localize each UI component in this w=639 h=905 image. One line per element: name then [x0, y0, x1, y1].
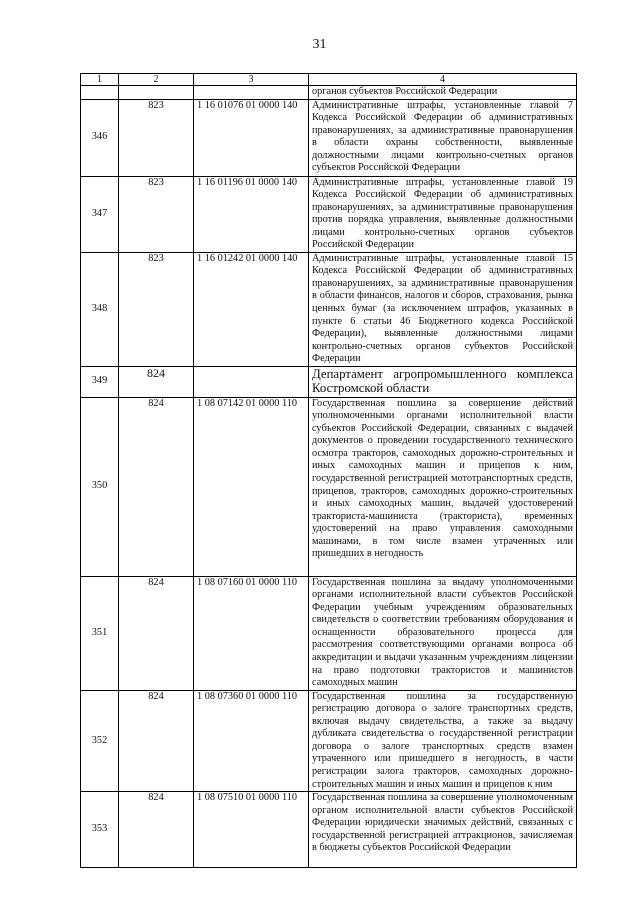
header-col-1: 1: [81, 74, 119, 86]
table-row: [81, 252, 577, 366]
budget-classification-code: 1 08 07360 01 0000 110: [194, 690, 309, 791]
admin-code: 823: [119, 99, 194, 176]
revenue-description: Государственная пошлина за совершение действий уполномоченными органами исполнительной власти субъектов Российской Федерации, связанных с выдачей документов о проведении государственного технического осмотра тракторов, самоходных дорожно-строительных и иных самоходных машин и прицепов к ним, государственной регистрацией мототранспортных средств, прицепов, тракторов, самоходных дорожно-строительных и иных самоходных машин, выдачей удостоверений тракториста-машиниста (тракториста), временных удостоверений на право управления самоходными машинами, в том числе взамен утраченных или пришедших в негодность: [309, 397, 577, 576]
revenue-description: Государственная пошлина за государственную регистрацию договора о залоге транспортных средств, включая выдачу свидетельства, а также за выдачу дубликата свидетельства о государственной регистрации договора о залоге транспортных средств взамен утраченного или пришедшего в негодность, в части регистрации залога тракторов, самоходных дорожно-строительных машин и иных машин и прицепов к ним: [309, 690, 577, 791]
table-row: [81, 99, 577, 176]
header-col-3: 3: [194, 74, 309, 86]
revenue-description: Административные штрафы, установленные главой 19 Кодекса Российской Федерации об административных правонарушениях, за административные правонарушения против порядка управления, выявленные должностными лицами контрольно-счетных органов субъектов Российской Федерации: [309, 176, 577, 252]
budget-revenue-table: [80, 73, 577, 868]
header-row: [81, 74, 577, 86]
table-row: [81, 690, 577, 791]
row-number: 348: [81, 252, 119, 366]
row-number: 350: [81, 397, 119, 576]
page-number: 31: [312, 37, 327, 52]
row-number: 353: [81, 792, 119, 868]
budget-classification-code: 1 16 01076 01 0000 140: [194, 99, 309, 176]
revenue-description: Государственная пошлина за совершение уполномоченным органом исполнительной власти субъектов Российской Федерации юридически значимых действий, связанных с государственной регистрацией аттракционов, зачисляемая в бюджеты субъектов Российской Федерации: [309, 792, 577, 868]
admin-code: 824: [119, 397, 194, 576]
revenue-description: Департамент агропромышленного комплекса Костромской области: [309, 366, 577, 397]
admin-code: 823: [119, 176, 194, 252]
budget-classification-code: 1 16 01196 01 0000 140: [194, 176, 309, 252]
revenue-description: Административные штрафы, установленные главой 15 Кодекса Российской Федерации об административных правонарушениях, за административные правонарушения в области финансов, налогов и сборов, страхования, рынка ценных бумаг (за исключением штрафов, указанных в пункте 6 статьи 46 Бюджетного кодекса Российской Федерации), выявленные должностными лицами контрольно-счетных органов субъектов Российской Федерации: [309, 252, 577, 366]
admin-code: 824: [119, 792, 194, 868]
table-row: [81, 792, 577, 868]
table-row: [81, 176, 577, 252]
admin-code: 823: [119, 252, 194, 366]
table-row: [81, 397, 577, 576]
row-number: 347: [81, 176, 119, 252]
admin-code: 824: [119, 366, 194, 397]
budget-classification-code: 1 16 01242 01 0000 140: [194, 252, 309, 366]
row-number: 352: [81, 690, 119, 791]
header-col-2: 2: [119, 74, 194, 86]
table-row: [81, 366, 577, 397]
budget-classification-code: 1 08 07142 01 0000 110: [194, 397, 309, 576]
budget-classification-code: [194, 366, 309, 397]
revenue-description: Государственная пошлина за выдачу уполномоченными органами исполнительной власти субъектов Российской Федерации учебным учреждениям образовательных свидетельств о соответствии требованиям оборудования и оснащенности образовательного процесса для рассмотрения соответствующими органами вопроса об аккредитации и выдачи указанным учреждениям лицензии на право подготовки трактористов и машинистов самоходных машин: [309, 576, 577, 690]
header-col-4: 4: [309, 74, 577, 86]
revenue-description: Административные штрафы, установленные главой 7 Кодекса Российской Федерации об административных правонарушениях, за административные правонарушения в области охраны собственности, выявленные должностными лицами контрольно-счетных органов субъектов Российской Федерации: [309, 99, 577, 176]
row-number: 349: [81, 366, 119, 397]
continuation-text: органов субъектов Российской Федерации: [309, 86, 577, 100]
continuation-row: [81, 86, 577, 100]
row-number: 346: [81, 99, 119, 176]
admin-code: 824: [119, 576, 194, 690]
table-row: [81, 576, 577, 690]
budget-classification-code: 1 08 07510 01 0000 110: [194, 792, 309, 868]
admin-code: 824: [119, 690, 194, 791]
row-number: 351: [81, 576, 119, 690]
budget-classification-code: 1 08 07160 01 0000 110: [194, 576, 309, 690]
